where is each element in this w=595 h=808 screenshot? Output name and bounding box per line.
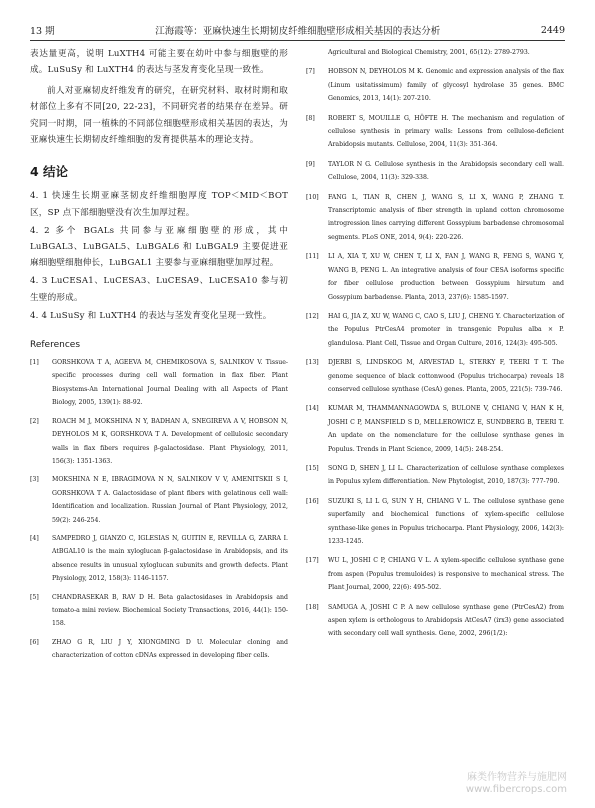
reference-text: SUZUKI S, LI L G, SUN Y H, CHIANG V L. The cellulose synthase gene superfamily and biochemical functions of xylem-specific cellulose synthase-like genes in Populus trichocarpa. Plant Physiology, 2006, 142(3): 1233-1245. [328,497,564,545]
reference-item [306,462,564,489]
running-title: 江海霞等：亚麻快速生长期韧皮纤维细胞壁形成相关基因的表达分析 [155,26,441,37]
reference-text: ROBERT S, MOUILLE G, HÖFTE H. The mechanism and regulation of cellulose synthesis in primary walls: Lessons from cellulose-deficient Arabidopsis mutants. Cellulose, 2004, 11(3): 351-364. [328,114,564,149]
reference-text: SONG D, SHEN J, LI L. Characterization of cellulose synthase complexes in Populus xylem differentiation. New Phytologist, 2010, 187(3): 777-790. [328,464,564,486]
reference-text: CHANDRASEKAR B, RAV D H. Beta galactosidases in Arabidopsis and tomato-a mini review. Biochemical Society Transactions, 2016, 44(1): 150-158. [52,593,288,628]
site-watermark [466,772,567,796]
reference-text: KUMAR M, THAMMANNAGOWDA S, BULONE V, CHIANG V, HAN K H, JOSHI C P, MANSFIELD S D, MELLEROWICZ E, SUNDBERG B, TEERI T. An update on the nomenclature for the cellulose synthase genes in Populus. Trends in Plant Science, 2009, 14(5): 248-254. [328,405,564,453]
reference-number: [3] [30,476,39,484]
reference-item [306,191,564,245]
reference-item [306,250,564,304]
reference-text: HAI G, JIA Z, XU W, WANG C, CAO S, LIU J, CHENG Y. Characterization of the Populus PtrCesA4 promoter in transgenic Populus alba × P. glandulosa. Plant Cell, Tissue and Organ Culture, 2016, 124(3): 495-505. [328,312,564,347]
reference-text: LI A, XIA T, XU W, CHEN T, LI X, FAN J, WANG R, FENG S, WANG Y, WANG B, PENG L. An integrative analysis of four CESA isoforms specific for fiber cellulose production between Gossypium hirsutum and Gossypium barbadense. Planta, 2013, 237(6): 1585-1597. [328,253,564,301]
page-header [30,22,565,38]
reference-number: [5] [30,593,39,601]
watermark-url: www.fibercrops.com [465,784,567,795]
watermark-title: 麻类作物营养与施肥网 [467,772,567,783]
reference-text: ROACH M J, MOKSHINA N Y, BADHAN A, SNEGIREVA A V, HOBSON N, DEYHOLOS M K, GORSHKOVA T A. Development of cellulosic secondary walls in flax fibers requires β-galactosidase. Plant Physiology, 2011, 156(3): 1351-1363. [52,417,288,465]
reference-number: [13] [306,359,319,367]
reference-number: [2] [30,417,39,425]
reference-continuation [306,46,564,59]
reference-number: [17] [306,557,319,565]
reference-text: SAMUGA A, JOSHI C P. A new cellulose synthase gene (PtrCesA2) from aspen xylem is orthologous to Arabidopsis AtCesA7 (irx3) gene associated with secondary cell wall synthesis. Gene, 2002, 296(1/2): [328,603,564,638]
references-heading: References [30,340,81,351]
reference-number: [6] [30,638,39,646]
reference-number: [1] [30,359,39,367]
reference-item [306,495,564,549]
reference-number: [8] [306,114,315,122]
reference-number: [11] [306,253,319,261]
reference-item [30,356,288,410]
reference-text: HOBSON N, DEYHOLOS M K. Genomic and expression analysis of the flax (Linum usitatissimum) family of glycosyl hydrolase 35 genes. BMC Genomics, 2013, 14(1): 207-210. [328,68,564,103]
reference-number: [10] [306,193,319,201]
reference-item [306,158,564,185]
reference-number: [7] [306,68,315,76]
reference-number: [9] [306,160,315,168]
reference-number: [14] [306,405,319,413]
reference-item [306,554,564,594]
paragraph: 表达量更高，说明 LuXTH4 可能主要在幼叶中参与细胞壁的形成。LuSuSy 和 LuXTH4 的表达与茎发育变化呈现一致性。 [30,49,288,76]
reference-text: GORSHKOVA T A, AGEEVA M, CHEMIKOSOVA S, SALNIKOV V. Tissue-specific processes during cell wall formation in flax fiber. Plant Biosystems-An International Journal Dealing with all Aspects of Plant Biology, 2005, 139(1): 88-92. [52,359,288,407]
section-heading-conclusion: 4 结论 [30,164,69,180]
reference-item [30,415,288,469]
reference-number: [12] [306,312,319,320]
reference-item [306,402,564,456]
reference-text: FANG L, TIAN R, CHEN J, WANG S, LI X, WANG P, ZHANG T. Transcriptomic analysis of fiber strength in upland cotton chromosome introgression lines carrying different Gossypium barbadense chromosomal segments. PLoS ONE, 2014, 9(4): 220-226. [328,193,564,241]
conclusion-item: 4. 2 多个 BGALs 共同参与亚麻细胞壁的形成，其中 LuBGAL3、LuBGAL5、LuBGAL6 和 LuBGAL9 主要促进亚麻细胞壁细胞伸长，LuBGAL1 主要参与亚麻细胞壁加厚过程。 [30,225,288,269]
issue-number: 13 期 [30,26,55,37]
reference-text: Agricultural and Biological Chemistry, 2001, 65(12): 2789-2793. [328,49,530,56]
left-column [30,46,288,668]
reference-item [306,356,564,396]
reference-text: MOKSHINA N E, IBRAGIMOVA N N, SALNIKOV V V, AMENITSKII S I, GORSHKOVA T A. Galactosidase of plant fibers with gelatinous cell wall: Identification and localization. Russian Journal of Plant Physiology, 2012, 59(2): 246-254. [52,476,288,524]
conclusion-item: 4. 1 快速生长期亚麻茎韧皮纤维细胞厚度 TOP＜MID＜BOT 区，SP 点下部细胞壁没有次生加厚过程。 [30,191,288,218]
reference-item [30,532,288,586]
paragraph: 前人对亚麻韧皮纤维发育的研究，在研究材料、取材时期和取材部位上多有不同[20, 22-23]，不同研究者的结果存在差异。研究同一时期，同一植株的不同部位细胞壁形成相关基因的表达，为亚麻快速生长期韧皮纤维细胞的发育提供基本的理论支持。 [30,85,288,146]
reference-number: [15] [306,464,319,472]
conclusion-item: 4. 4 LuSuSy 和 LuXTH4 的表达与茎发育变化呈现一致性。 [30,310,272,321]
reference-text: DJERBI S, LINDSKOG M, ARVESTAD L, STERKY F, TEERI T T. The genome sequence of black cottonwood (Populus trichocarpa) reveals 18 conserved cellulose synthase (CesA) genes. Planta, 2005, 221(5): 739-746. [328,359,564,393]
header-rule [30,40,565,41]
reference-number: [4] [30,534,39,542]
reference-text: ZHAO G R, LIU J Y, XIONGMING D U. Molecular cloning and characterization of cotton cDNAs expressed in developing fiber cells. [52,638,288,660]
reference-text: TAYLOR N G. Cellulose synthesis in the Arabidopsis secondary cell wall. Cellulose, 2004, 11(3): 329-338. [328,160,564,182]
page-number: 2449 [540,24,565,36]
reference-number: [18] [306,603,319,611]
reference-item [306,65,564,105]
reference-item [30,591,288,631]
reference-item [30,473,288,527]
reference-number: [16] [306,497,319,505]
right-column [306,46,564,647]
reference-item [30,636,288,663]
reference-text: WU L, JOSHI C P, CHIANG V L. A xylem-specific cellulose synthase gene from aspen (Populus tremuloides) is responsive to mechanical stress. The Plant Journal, 2000, 22(6): 495-502. [328,557,564,592]
reference-text: SAMPEDRO J, GIANZO C, IGLESIAS N, GUITIN E, REVILLA G, ZARRA I. AtBGAL10 is the main xyloglucan β-galactosidase in Arabidopsis, and its absence results in unusual xyloglucan subunits and growth defects. Plant Physiology, 2012, 158(3): 1146-1157. [52,534,288,583]
conclusion-item: 4. 3 LuCESA1、LuCESA3、LuCESA9、LuCESA10 参与初生壁的形成。 [30,276,288,303]
reference-item [306,112,564,152]
reference-item [306,310,564,350]
reference-item [306,601,564,641]
